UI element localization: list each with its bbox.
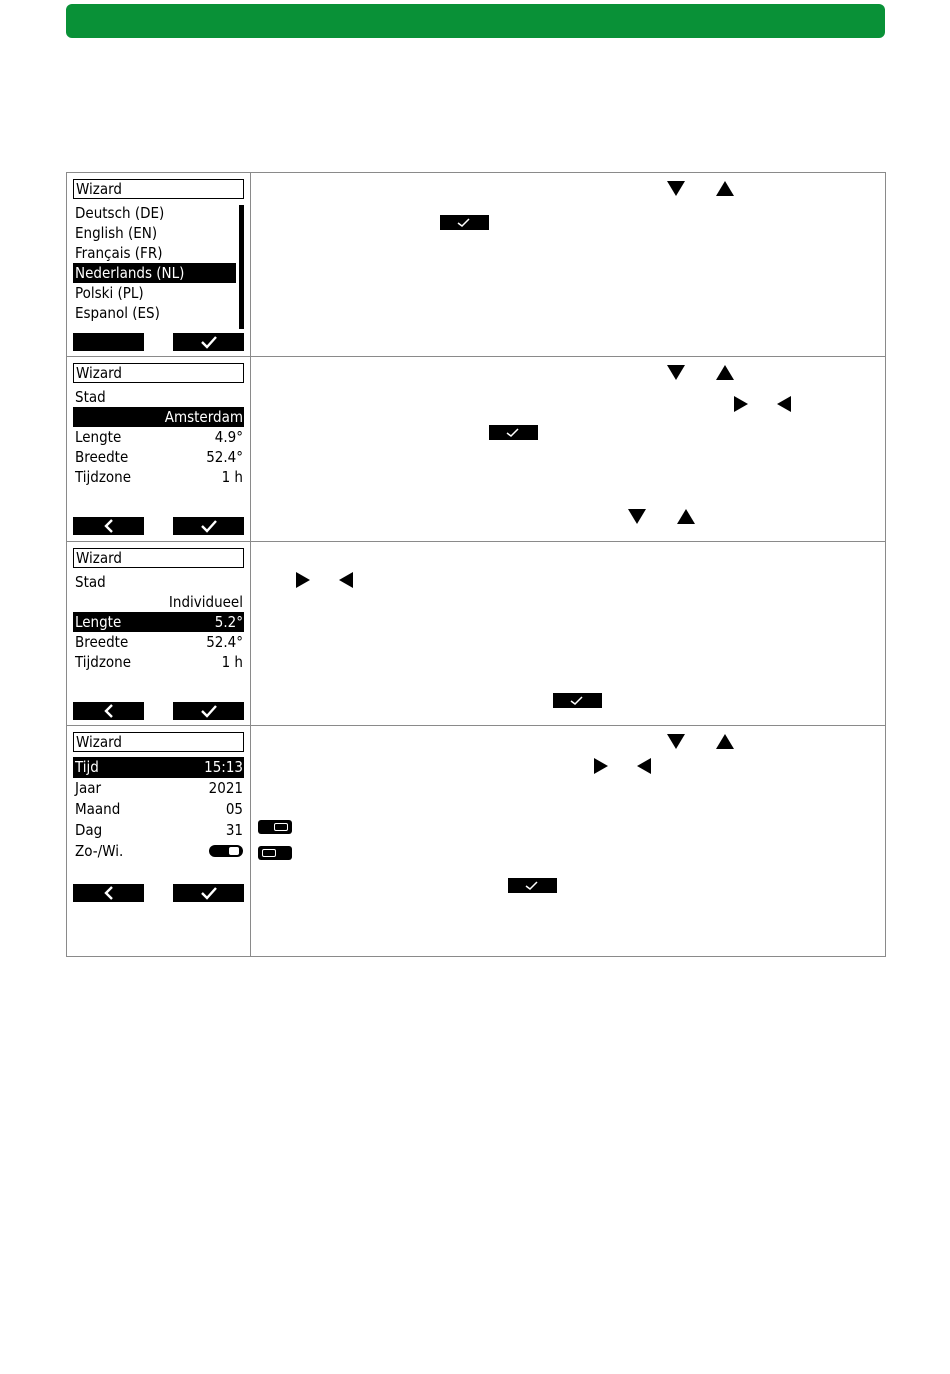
field-label: Lengte (75, 613, 122, 631)
screen-cell (67, 542, 251, 726)
step-city (67, 357, 886, 542)
toggle-icon[interactable] (209, 845, 243, 857)
field-row-timezone[interactable] (73, 652, 244, 672)
step-coordinates (67, 542, 886, 726)
screen-title: Wizard (73, 548, 244, 568)
field-value: 2021 (208, 779, 243, 797)
city-value[interactable]: Individueel (168, 593, 243, 611)
step-time-date (67, 726, 886, 957)
softkey-bar (73, 702, 244, 720)
field-value: 31 (225, 821, 243, 839)
ok-button-icon (553, 693, 602, 708)
city-value-selected[interactable]: Amsterdam (73, 407, 244, 427)
confirm-softkey[interactable] (173, 702, 244, 720)
field-row-day[interactable] (73, 820, 244, 841)
ok-button-icon (508, 878, 557, 893)
field-value: 5.2° (214, 613, 243, 631)
header-bar (66, 4, 885, 38)
arrow-down-icon (667, 181, 685, 196)
step-language (67, 173, 886, 357)
field-value: 4.9° (214, 428, 243, 446)
arrow-down-icon (628, 509, 646, 524)
screen-cell (67, 357, 251, 542)
back-chevron-icon (104, 519, 114, 533)
arrow-right-icon (594, 758, 608, 774)
checkmark-icon (200, 335, 218, 349)
softkey-bar (73, 884, 244, 902)
city-label: Stad (75, 388, 106, 406)
steps-table (66, 172, 886, 957)
arrow-down-icon (667, 734, 685, 749)
toggle-winter-icon (258, 820, 292, 834)
scrollbar[interactable] (239, 205, 244, 329)
screen-title: Wizard (73, 732, 244, 752)
instruction-cell (251, 357, 886, 542)
back-softkey[interactable] (73, 517, 144, 535)
lcd-screen-language (73, 179, 244, 351)
arrow-left-icon (637, 758, 651, 774)
list-item[interactable]: Deutsch (DE) (75, 204, 165, 222)
field-label: Jaar (75, 779, 102, 797)
field-row-year[interactable] (73, 778, 244, 799)
instruction-cell (251, 542, 886, 726)
field-row-timezone[interactable] (73, 467, 244, 487)
field-label: Breedte (75, 633, 129, 651)
softkey-bar (73, 517, 244, 535)
instruction-cell (251, 173, 886, 357)
language-list (73, 203, 244, 323)
field-label: Tijdzone (75, 468, 132, 486)
softkey-bar (73, 333, 244, 351)
field-label: Dag (75, 821, 103, 839)
checkmark-icon (200, 704, 218, 718)
confirm-softkey[interactable] (173, 517, 244, 535)
arrow-up-icon (716, 734, 734, 749)
list-item[interactable]: Polski (PL) (75, 284, 144, 302)
confirm-softkey[interactable] (173, 884, 244, 902)
list-item[interactable]: Espanol (ES) (75, 304, 160, 322)
lcd-screen-time (73, 732, 244, 904)
city-label: Stad (75, 573, 106, 591)
arrow-up-icon (716, 181, 734, 196)
field-value: 52.4° (206, 633, 243, 651)
field-label: Lengte (75, 428, 122, 446)
back-softkey[interactable] (73, 884, 144, 902)
screen-title: Wizard (73, 363, 244, 383)
field-row-latitude[interactable] (73, 632, 244, 652)
checkmark-icon (200, 886, 218, 900)
field-row-longitude[interactable] (73, 427, 244, 447)
field-value: 1 h (221, 653, 243, 671)
field-value: 15:13 (204, 758, 243, 776)
confirm-softkey[interactable] (173, 333, 244, 351)
lcd-screen-coordinates (73, 548, 244, 720)
screen-title: Wizard (73, 179, 244, 199)
field-label: Zo-/Wi. (75, 842, 124, 860)
field-row-dst[interactable] (73, 841, 244, 862)
arrow-up-icon (716, 365, 734, 380)
list-item[interactable]: English (EN) (75, 224, 158, 242)
arrow-left-icon (777, 396, 791, 412)
ok-button-icon (440, 215, 489, 230)
field-label: Maand (75, 800, 121, 818)
field-row-latitude[interactable] (73, 447, 244, 467)
back-chevron-icon (104, 704, 114, 718)
screen-cell (67, 726, 251, 957)
field-value: 1 h (221, 468, 243, 486)
arrow-right-icon (734, 396, 748, 412)
field-row-longitude-selected[interactable] (73, 612, 244, 632)
lcd-screen-city (73, 363, 244, 535)
list-item[interactable]: Français (FR) (75, 244, 163, 262)
field-label: Tijd (75, 758, 99, 776)
checkmark-icon (200, 519, 218, 533)
field-value: 52.4° (206, 448, 243, 466)
field-label: Breedte (75, 448, 129, 466)
softkey-left[interactable] (73, 333, 144, 351)
arrow-right-icon (296, 572, 310, 588)
screen-cell (67, 173, 251, 357)
arrow-left-icon (339, 572, 353, 588)
list-item-selected[interactable]: Nederlands (NL) (73, 263, 236, 283)
field-row-month[interactable] (73, 799, 244, 820)
arrow-down-icon (667, 365, 685, 380)
back-chevron-icon (104, 886, 114, 900)
back-softkey[interactable] (73, 702, 144, 720)
toggle-summer-icon (258, 846, 292, 860)
ok-button-icon (489, 425, 538, 440)
field-value: 05 (225, 800, 243, 818)
arrow-up-icon (677, 509, 695, 524)
field-label: Tijdzone (75, 653, 132, 671)
instruction-cell (251, 726, 886, 957)
field-row-time-selected[interactable] (73, 757, 244, 778)
